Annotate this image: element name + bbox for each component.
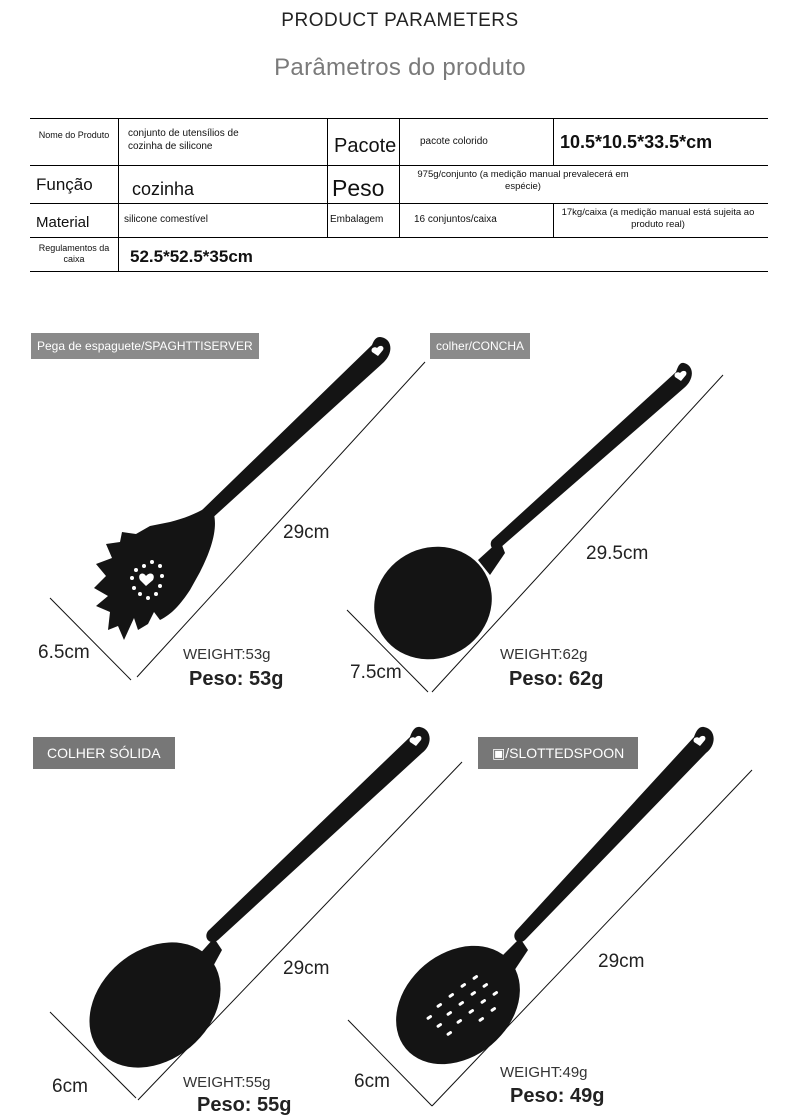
cell-box-dimensions: 52.5*52.5*35cm <box>130 247 253 266</box>
cell-product-name-label: Nome do Produto <box>38 130 110 140</box>
weight-pt-spaghetti-server: Peso: 53g <box>189 668 284 690</box>
cell-weight-label: Peso <box>332 175 385 201</box>
label-ladle: colher/CONCHA <box>430 333 530 359</box>
label-slotted-spoon: ▣/SLOTTEDSPOON <box>478 737 638 769</box>
solid-spoon-image <box>64 727 429 1094</box>
label-solid-spoon: COLHER SÓLIDA <box>33 737 175 769</box>
weight-pt-solid-spoon: Peso: 55g <box>197 1094 292 1116</box>
weight-en-spaghetti-server: WEIGHT:53g <box>183 646 271 663</box>
cell-package-label: Pacote <box>334 135 397 157</box>
length-spaghetti-server: 29cm <box>283 522 330 543</box>
cell-product-name-value: conjunto de utensílios de cozinha de silicone <box>128 128 239 152</box>
cell-function-value: cozinha <box>132 179 195 199</box>
ladle-image <box>354 363 692 681</box>
slotted-spoon-image <box>372 727 713 1089</box>
cell-function-label: Função <box>36 175 93 194</box>
weight-pt-ladle: Peso: 62g <box>509 668 604 690</box>
cell-box-regulations-label: Regulamentos da caixa <box>38 243 110 265</box>
width-solid-spoon: 6cm <box>52 1076 88 1097</box>
width-spaghetti-server: 6.5cm <box>38 642 90 663</box>
weight-pt-slotted-spoon: Peso: 49g <box>510 1085 605 1107</box>
width-ladle: 7.5cm <box>350 662 402 683</box>
cell-packing-label: Embalagem <box>330 214 384 225</box>
label-spaghetti-server: Pega de espaguete/SPAGHTTISERVER <box>31 333 259 359</box>
length-slotted-spoon: 29cm <box>598 951 645 972</box>
cell-package-value: pacote colorido <box>420 136 488 147</box>
weight-en-slotted-spoon: WEIGHT:49g <box>500 1064 588 1081</box>
cell-material-value: silicone comestível <box>124 214 208 225</box>
length-solid-spoon: 29cm <box>283 958 330 979</box>
spaghetti-server-image <box>94 337 390 640</box>
cell-packing-value: 16 conjuntos/caixa <box>414 214 497 225</box>
cell-material-label: Material <box>36 214 90 231</box>
width-slotted-spoon: 6cm <box>354 1071 390 1092</box>
weight-en-ladle: WEIGHT:62g <box>500 646 588 663</box>
title-english: PRODUCT PARAMETERS <box>281 10 519 31</box>
cell-box-weight: 17kg/caixa (a medição manual está sujeita ao produto real) <box>561 207 755 230</box>
cell-weight-value: 975g/conjunto (a medição manual prevalecerá em espécie) <box>417 169 629 192</box>
length-ladle: 29.5cm <box>586 543 649 564</box>
title-portuguese: Parâmetros do produto <box>274 54 526 81</box>
weight-en-solid-spoon: WEIGHT:55g <box>183 1074 271 1091</box>
cell-package-size: 10.5*10.5*33.5*cm <box>560 132 713 152</box>
